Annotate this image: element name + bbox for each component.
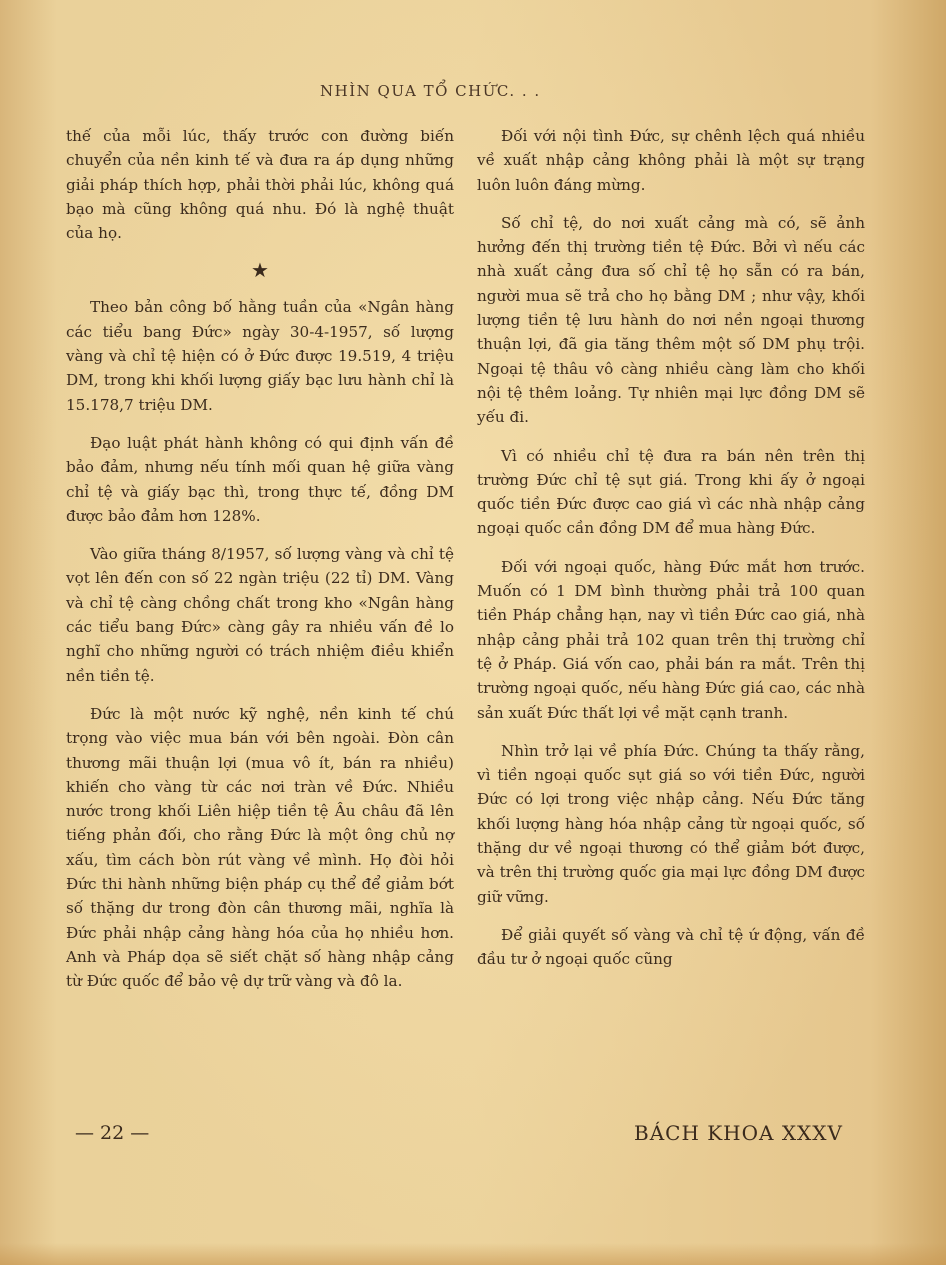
paragraph: Số chỉ tệ, do nơi xuất cảng mà có, sẽ ảnh hưởng đến thị trường tiền tệ Đức. Bởi vì nếu các nhà xuất cảng đưa số chỉ tệ họ sẵn có ra bán, người mua sẽ trả cho họ bằng DM ; như vậy, khối lượng tiền tệ lưu hành do nơi nền ngoại thương thuận lợi, đã gia tăng thêm một số DM phụ trội. Ngoại tệ thâu vô càng nhiều càng làm cho khối nội tệ thêm loảng. Tự nhiên mại lực đồng DM sẽ yếu đi. — [477, 213, 865, 427]
running-title: NHÌN QUA TỔ CHỨC. . . — [320, 82, 541, 100]
paragraph: Vì có nhiều chỉ tệ đưa ra bán nên trên thị trường Đức chỉ tệ sụt giá. Trong khi ấy ở ngoại quốc tiền Đức được cao giá vì các nhà nhập cảng ngoại quốc cần đồng DM để mua hàng Đức. — [477, 446, 865, 538]
paragraph: Đạo luật phát hành không có qui định vấn đề bảo đảm, nhưng nếu tính mối quan hệ giữa vàng chỉ tệ và giấy bạc thì, trong thực tế, đồng DM được bảo đảm hơn 128%. — [66, 433, 454, 525]
paragraph: thế của mỗi lúc, thấy trước con đường biến chuyển của nền kinh tế và đưa ra áp dụng những giải pháp thích hợp, phải thời phải lúc, không quá bạo mà cũng không quá nhu. Đó là nghệ thuật của họ. — [66, 127, 454, 243]
publication-name: BÁCH KHOA XXXV — [634, 1121, 843, 1145]
paragraph: Đức là một nước kỹ nghệ, nền kinh tế chú trọng vào việc mua bán với bên ngoài. Đòn cân thương mãi thuận lợi (mua vô ít, bán ra nhiều) khiến cho vàng từ các nơi tràn về Đức. Nhiều nước trong khối Liên hiệp tiền tệ Âu châu đã lên tiếng phản đối, cho rằng Đức là một ông chủ nợ xấu, tìm cách bòn rút vàng về mình. Họ đòi hỏi Đức thi hành những biện pháp cụ thể để giảm bớt số thặng dư trong đòn cân thương mãi, nghĩa là Đức phải nhập cảng hàng hóa của họ nhiều hơn. Anh và Pháp dọa sẽ siết chặt số hàng nhập cảng từ Đức quốc để bảo vệ dự trữ vàng và đô la. — [66, 704, 454, 991]
right-column — [477, 124, 865, 986]
left-column — [66, 124, 454, 1008]
page-number: — 22 — — [75, 1122, 150, 1144]
paragraph: Đối với ngoại quốc, hàng Đức mắt hơn trước. Muốn có 1 DM bình thường phải trả 100 quan tiền Pháp chẳng hạn, nay vì tiền Đức cao giá, nhà nhập cảng phải trả 102 quan trên thị trường chỉ tệ ở Pháp. Giá vốn cao, phải bán ra mắt. Trên thị trường ngoại quốc, nếu hàng Đức giá cao, các nhà sản xuất Đức thất lợi về mặt cạnh tranh. — [477, 557, 865, 722]
paragraph: Vào giữa tháng 8/1957, số lượng vàng và chỉ tệ vọt lên đến con số 22 ngàn triệu (22 tỉ) DM. Vàng và chỉ tệ càng chồng chất trong kho «Ngân hàng các tiểu bang Đức» càng gây ra nhiều vấn đề lo nghĩ cho những người có trách nhiệm điều khiển nền tiền tệ. — [66, 545, 454, 685]
page-edge-shadow — [0, 1243, 946, 1265]
paragraph: Để giải quyết số vàng và chỉ tệ ứ động, vấn đề đầu tư ở ngoại quốc cũng — [477, 925, 865, 969]
star-separator-icon: ★ — [251, 258, 269, 283]
paragraph: Nhìn trở lại về phía Đức. Chúng ta thấy rằng, vì tiền ngoại quốc sụt giá so với tiền Đức, người Đức có lợi trong việc nhập cảng. Nếu Đức tăng khối lượng hàng hóa nhập cảng từ ngoại quốc, số thặng dư về ngoại thương có thể giảm bớt được, và trên thị trường quốc gia mại lực đồng DM được giữ vững. — [477, 741, 865, 906]
paragraph: Theo bản công bố hằng tuần của «Ngân hàng các tiểu bang Đức» ngày 30-4-1957, số lượng vàng và chỉ tệ hiện có ở Đức được 19.519, 4 triệu DM, trong khi khối lượng giấy bạc lưu hành chỉ là 15.178,7 triệu DM. — [66, 298, 454, 414]
paragraph: Đối với nội tình Đức, sự chênh lệch quá nhiều về xuất nhập cảng không phải là một sự trạng luôn luôn đáng mừng. — [477, 127, 865, 194]
